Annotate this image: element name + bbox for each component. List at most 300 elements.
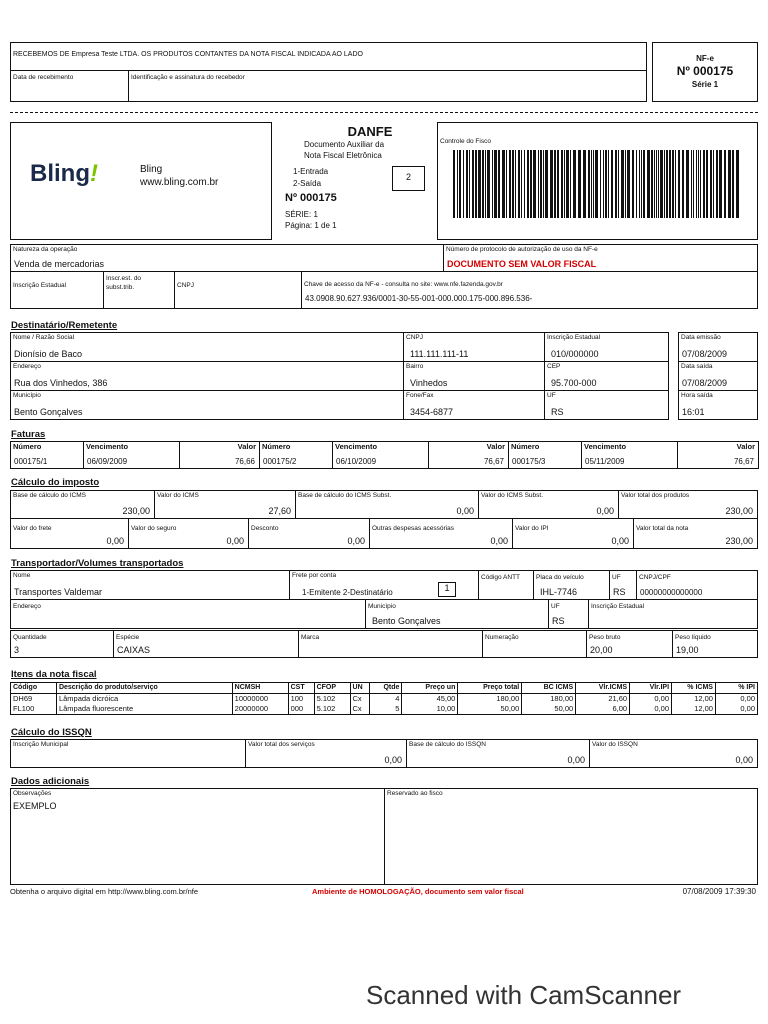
protocolo-cell	[443, 244, 758, 272]
fatura-valor: 76,67	[483, 457, 504, 466]
v-prod: 230,00	[725, 506, 753, 516]
danfe-serie: SÉRIE: 1	[285, 210, 318, 219]
bc-icms: 230,00	[122, 506, 150, 516]
itens-cell: 50,00	[522, 704, 576, 715]
transp-endereco-label: Endereço	[13, 603, 41, 610]
transp-frete-opcoes: 1-Emitente 2-Destinatário	[302, 588, 393, 597]
barcode-bar	[545, 150, 548, 218]
transp-nome-cell	[10, 570, 290, 600]
itens-header-cell: CFOP	[314, 683, 350, 694]
emitente-name: Bling	[140, 164, 163, 175]
v-st-cell	[478, 490, 619, 519]
transp-peso-liquido-label: Peso líquido	[675, 634, 711, 641]
transp-uf-placa-label: UF	[612, 574, 621, 581]
itens-header-cell: CST	[288, 683, 314, 694]
barcode-bar	[719, 150, 722, 218]
barcode-bar	[485, 150, 486, 218]
barcode-bar	[475, 150, 477, 218]
fatura-numero-label: Número	[13, 442, 42, 451]
table-row	[11, 704, 758, 715]
itens-header-cell: UN	[350, 683, 370, 694]
dest-nome: Dionísio de Baco	[14, 349, 83, 359]
itens-cell: 5.102	[314, 694, 350, 705]
dest-emissao-label: Data emissão	[681, 334, 721, 341]
protocolo-label: Número de protocolo de autorização de uso da NF-e	[446, 246, 598, 253]
transp-numeracao-cell	[482, 630, 587, 658]
dest-municipio-label: Município	[13, 392, 41, 399]
fatura-1-numero-cell	[10, 441, 84, 469]
protocolo-value: DOCUMENTO SEM VALOR FISCAL	[447, 259, 597, 269]
dest-bairro-label: Bairro	[406, 363, 424, 370]
obs-value: EXEMPLO	[13, 801, 57, 811]
itens-cell: 12,00	[672, 704, 716, 715]
canhoto-divider-v	[128, 70, 129, 102]
transp-frete-value: 1	[444, 583, 450, 593]
ie-label: Inscrição Estadual	[13, 282, 67, 289]
total: 230,00	[725, 536, 753, 546]
barcode-bar	[543, 150, 544, 218]
transp-frete-label: Frete por conta	[292, 572, 337, 579]
v-st-label: Valor do ICMS Subst.	[481, 492, 544, 499]
dest-saida-cell	[678, 361, 758, 391]
barcode-bar	[459, 150, 461, 218]
barcode-bar	[550, 150, 553, 218]
v-icms: 27,60	[268, 506, 291, 516]
itens-cell: 20000000	[232, 704, 288, 715]
fatura-vencimento: 06/09/2009	[87, 457, 128, 466]
transp-peso-bruto-cell	[586, 630, 673, 658]
barcode-bar	[463, 150, 464, 218]
transp-especie-label: Espécie	[116, 634, 140, 641]
barcode-bar	[593, 150, 594, 218]
natureza-value: Venda de mercadorias	[14, 259, 105, 269]
barcode-bar	[583, 150, 586, 218]
barcode-bar	[625, 150, 626, 218]
barcode-bar	[627, 150, 630, 218]
transportador-section: Transportador/Volumes transportados	[11, 558, 184, 569]
barcode-bar	[693, 150, 694, 218]
frete: 0,00	[106, 536, 124, 546]
barcode-bar	[632, 150, 634, 218]
dest-hora-cell	[678, 390, 758, 420]
fatura-numero-label: Número	[262, 442, 291, 451]
dest-cnpj-cell	[403, 332, 545, 362]
barcode-bar	[502, 150, 505, 218]
barcode-bar	[524, 150, 525, 218]
barcode-bar	[482, 150, 484, 218]
itens-cell: 100	[288, 694, 314, 705]
barcode-bar	[621, 150, 624, 218]
itens-cell: 0,00	[715, 704, 757, 715]
frete-label: Valor do frete	[13, 525, 52, 532]
fatura-vencimento-label: Vencimento	[86, 442, 129, 451]
transp-municipio-label: Município	[368, 603, 396, 610]
barcode-bar	[570, 150, 571, 218]
bc-st-cell	[295, 490, 479, 519]
fatura-vencimento: 06/10/2009	[336, 457, 377, 466]
fatura-2-vencimento-cell	[332, 441, 429, 469]
barcode-bar	[691, 150, 692, 218]
outras-label: Outras despesas acessórias	[372, 525, 455, 532]
frete-cell	[10, 518, 129, 549]
natureza-label: Natureza da operação	[13, 246, 78, 253]
dest-bairro: Vinhedos	[410, 378, 448, 388]
transp-municipio: Bento Gonçalves	[372, 616, 441, 626]
fatura-vencimento-label: Vencimento	[584, 442, 627, 451]
fatura-2-valor-cell	[428, 441, 509, 469]
barcode-bar	[498, 150, 500, 218]
dest-cnpj: 111.111.111-11	[410, 349, 469, 359]
issqn-servicos-cell	[245, 739, 407, 768]
itens-cell: 0,00	[630, 694, 672, 705]
dest-emissao: 07/08/2009	[682, 349, 728, 359]
fatura-valor: 76,67	[733, 457, 754, 466]
itens-header-cell: BC ICMS	[522, 683, 576, 694]
barcode-bar	[678, 150, 680, 218]
barcode-bar	[656, 150, 657, 218]
issqn-bc-label: Base de cálculo do ISSQN	[409, 741, 486, 748]
outras-cell	[369, 518, 513, 549]
barcode-bar	[636, 150, 637, 218]
dest-fone: 3454-6877	[410, 407, 454, 417]
dest-municipio-cell	[10, 390, 404, 420]
barcode-bar	[518, 150, 520, 218]
barcode-bar	[666, 150, 668, 218]
danfe-subtitle1: Documento Auxiliar da	[304, 140, 385, 149]
transp-marca-label: Marca	[301, 634, 320, 641]
itens-cell: 0,00	[715, 694, 757, 705]
issqn-servicos: 0,00	[384, 755, 402, 765]
dest-saida: 07/08/2009	[682, 378, 728, 388]
outras: 0,00	[490, 536, 508, 546]
itens-cell: 180,00	[458, 694, 522, 705]
barcode-bar	[457, 150, 458, 218]
bling-logo-text: Bling	[30, 160, 90, 187]
seguro-label: Valor do seguro	[131, 525, 177, 532]
transp-cnpj-label: CNPJ/CPF	[639, 574, 671, 581]
fatura-valor-label: Valor	[237, 442, 256, 451]
cnpj-emitente-cell	[174, 271, 302, 309]
barcode-bar	[538, 150, 539, 218]
itens-header-cell: Vlr.IPI	[630, 683, 672, 694]
bc-icms-label: Base de cálculo do ICMS	[13, 492, 86, 499]
ie-st-label2: subst.trib.	[106, 284, 135, 291]
canhoto-serie: Série 1	[691, 80, 719, 89]
transp-antt-label: Código ANTT	[481, 574, 521, 581]
barcode-bar	[672, 150, 674, 218]
fatura-valor-label: Valor	[736, 442, 755, 451]
barcode-bar	[716, 150, 718, 218]
transp-ie-cell	[588, 599, 758, 629]
barcode-bar	[515, 150, 516, 218]
barcode-bar	[732, 150, 734, 218]
fisco-cell	[384, 788, 758, 885]
barcode-bar	[533, 150, 536, 218]
transp-quantidade-label: Quantidade	[13, 634, 47, 641]
dest-endereco: Rua dos Vinhedos, 386	[14, 378, 108, 388]
footer-right: 07/08/2009 17:39:30	[682, 887, 756, 896]
canhoto-numero: Nº 000175	[676, 64, 734, 78]
transp-uf-cell	[548, 599, 589, 629]
barcode-bar	[608, 150, 609, 218]
danfe-entrada: 1-Entrada	[293, 167, 329, 176]
itens-header-row	[11, 683, 758, 694]
itens-header-cell: Preço total	[458, 683, 522, 694]
issqn-bc: 0,00	[567, 755, 585, 765]
barcode-bar	[588, 150, 590, 218]
itens-table	[10, 682, 758, 715]
fatura-numero: 000175/3	[512, 457, 546, 466]
table-row	[11, 694, 758, 705]
dest-cep-cell	[544, 361, 669, 391]
itens-cell: 180,00	[522, 694, 576, 705]
itens-header-cell: Vlr.ICMS	[576, 683, 630, 694]
transp-antt-cell	[478, 570, 534, 600]
barcode-bar	[669, 150, 671, 218]
barcode-bar	[651, 150, 653, 218]
v-icms-label: Valor do ICMS	[157, 492, 199, 499]
desconto-cell	[248, 518, 370, 549]
itens-cell: Lâmpada fluorescente	[56, 704, 232, 715]
transp-placa-cell	[533, 570, 610, 600]
barcode-bar	[641, 150, 642, 218]
dest-hora: 16:01	[682, 407, 705, 417]
dest-cnpj-label: CNPJ	[406, 334, 423, 341]
dest-cep: 95.700-000	[551, 378, 597, 388]
issqn-servicos-label: Valor total dos serviços	[248, 741, 315, 748]
transp-peso-liquido: 19,00	[676, 645, 699, 655]
adicionais-section: Dados adicionais	[11, 776, 90, 787]
barcode-bar	[603, 150, 604, 218]
controle-fisco-label: Controle do Fisco	[440, 138, 491, 145]
fatura-valor: 76,66	[234, 457, 255, 466]
fatura-1-vencimento-cell	[83, 441, 180, 469]
barcode-bar	[675, 150, 676, 218]
bc-st: 0,00	[456, 506, 474, 516]
barcode-bar	[658, 150, 659, 218]
dest-bairro-cell	[403, 361, 545, 391]
itens-cell: Lâmpada dicróica	[56, 694, 232, 705]
itens-cell: FL100	[11, 704, 57, 715]
v-st: 0,00	[596, 506, 614, 516]
barcode-bar	[578, 150, 581, 218]
fatura-vencimento-label: Vencimento	[335, 442, 378, 451]
dest-ie: 010/000000	[551, 349, 599, 359]
transp-uf-placa-cell	[609, 570, 637, 600]
dest-fone-label: Fone/Fax	[406, 392, 434, 399]
transp-marca-cell	[298, 630, 483, 658]
itens-cell: Cx	[350, 704, 370, 715]
seguro-cell	[128, 518, 249, 549]
desconto-label: Desconto	[251, 525, 279, 532]
transp-uf: RS	[552, 616, 565, 626]
transp-quantidade: 3	[14, 645, 20, 655]
barcode-bar	[521, 150, 522, 218]
issqn-im-label: Inscrição Municipal	[13, 741, 69, 748]
fatura-numero: 000175/1	[14, 457, 48, 466]
transp-peso-bruto: 20,00	[590, 645, 613, 655]
fatura-numero: 000175/2	[263, 457, 297, 466]
total-cell	[633, 518, 758, 549]
transp-especie: CAIXAS	[117, 645, 151, 655]
barcode-bar	[713, 150, 714, 218]
dest-endereco-cell	[10, 361, 404, 391]
barcode-bar	[494, 150, 497, 218]
fatura-2-numero-cell	[259, 441, 333, 469]
itens-header-cell: Preço un	[402, 683, 458, 694]
dest-nome-label: Nome / Razão Social	[13, 334, 75, 341]
v-prod-cell	[618, 490, 758, 519]
dest-endereco-label: Endereço	[13, 363, 41, 370]
itens-body	[11, 694, 758, 715]
itens-cell: 6,00	[576, 704, 630, 715]
ie-cell	[10, 271, 104, 309]
chave-value: 43.0908.90.627.936/0001-30-55-001-000.000.175-000.896.536-	[305, 294, 533, 303]
barcode-bar	[724, 150, 726, 218]
barcode-bar	[639, 150, 640, 218]
dest-municipio: Bento Gonçalves	[14, 407, 83, 417]
issqn-bc-cell	[406, 739, 590, 768]
canhoto-data-label: Data de recebimento	[13, 74, 74, 81]
fatura-valor-label: Valor	[486, 442, 505, 451]
fatura-vencimento: 05/11/2009	[585, 457, 625, 466]
barcode-bar	[660, 150, 663, 218]
imposto-section: Cálculo do imposto	[11, 477, 100, 488]
bc-st-label: Base de cálculo do ICMS Subst.	[298, 492, 392, 499]
transp-nome: Transportes Valdemar	[14, 587, 103, 597]
chave-cell	[301, 271, 758, 309]
v-icms-cell	[154, 490, 296, 519]
issqn-im-cell	[10, 739, 246, 768]
canhoto-identificacao-label: Identificação e assinatura do recebedor	[131, 74, 245, 81]
dest-uf-cell	[544, 390, 669, 420]
barcode-bar	[728, 150, 731, 218]
dest-cep-label: CEP	[547, 363, 561, 370]
barcode-bar	[686, 150, 689, 218]
destinatario-section: Destinatário/Remetente	[11, 320, 118, 331]
barcode-bar	[466, 150, 468, 218]
canhoto-divider	[10, 70, 647, 71]
itens-cell: 4	[370, 694, 402, 705]
barcode-bar	[611, 150, 613, 218]
barcode-bar	[600, 150, 601, 218]
cut-line	[10, 112, 758, 113]
barcode-bar	[615, 150, 617, 218]
dest-ie-label: Inscrição Estadual	[547, 334, 601, 341]
ie-st-label1: Inscr.est. do	[106, 275, 142, 282]
issqn-valor: 0,00	[735, 755, 753, 765]
barcode-bar	[573, 150, 576, 218]
barcode-bar	[618, 150, 619, 218]
itens-cell: 21,60	[576, 694, 630, 705]
itens-header-cell: % IPI	[715, 683, 757, 694]
dest-hora-label: Hora saída	[681, 392, 713, 399]
transp-municipio-cell	[365, 599, 549, 629]
dest-uf-label: UF	[547, 392, 556, 399]
obs-cell	[10, 788, 385, 885]
bc-icms-cell	[10, 490, 155, 519]
transp-cnpj-cell	[636, 570, 758, 600]
barcode-bar	[698, 150, 699, 218]
ipi: 0,00	[611, 536, 629, 546]
ie-st-cell	[103, 271, 175, 309]
issqn-valor-label: Valor do ISSQN	[592, 741, 638, 748]
v-prod-label: Valor total dos produtos	[621, 492, 690, 499]
barcode-bar	[540, 150, 542, 218]
barcode-bar	[478, 150, 481, 218]
itens-header-cell: % ICMS	[672, 683, 716, 694]
canhoto-nfe-label: NF-e	[696, 54, 714, 63]
issqn-valor-cell	[589, 739, 758, 768]
barcode-bar	[453, 150, 455, 218]
itens-cell: 10000000	[232, 694, 288, 705]
danfe-tipo: 2	[405, 172, 411, 182]
dest-saida-label: Data saída	[681, 363, 713, 370]
fatura-numero-label: Número	[511, 442, 540, 451]
itens-cell: 0,00	[630, 704, 672, 715]
transp-ie-label: Inscrição Estadual	[591, 603, 645, 610]
itens-header-cell: Descrição do produto/serviço	[56, 683, 232, 694]
itens-cell: 10,00	[402, 704, 458, 715]
bling-logo	[30, 160, 98, 188]
dest-nome-cell	[10, 332, 404, 362]
transp-nome-label: Nome	[13, 572, 31, 579]
dest-fone-cell	[403, 390, 545, 420]
fatura-1-valor-cell	[179, 441, 260, 469]
barcode-bar	[591, 150, 592, 218]
seguro: 0,00	[226, 536, 244, 546]
barcode-bar	[700, 150, 701, 218]
danfe-saida: 2-Saída	[293, 179, 322, 188]
barcode-bar	[469, 150, 470, 218]
barcode-bar	[509, 150, 511, 218]
emitente-site: www.bling.com.br	[140, 177, 219, 188]
footer-center: Ambiente de HOMOLOGAÇÃO, documento sem valor fiscal	[312, 887, 524, 896]
barcode-bar	[487, 150, 490, 218]
transp-cnpj: 00000000000000	[640, 588, 703, 597]
transp-peso-liquido-cell	[672, 630, 758, 658]
itens-header-cell: Código	[11, 683, 57, 694]
barcode-bar	[564, 150, 565, 218]
obs-label: Observações	[13, 790, 52, 797]
barcode-bar	[492, 150, 493, 218]
barcode-bar	[706, 150, 708, 218]
danfe-numero: Nº 000175	[285, 192, 337, 204]
barcode-bar	[682, 150, 684, 218]
camscanner-watermark: Scanned with CamScanner	[366, 980, 682, 1010]
transp-quantidade-cell	[10, 630, 114, 658]
transp-especie-cell	[113, 630, 299, 658]
chave-label: Chave de acesso da NF-e - consulta no site: www.nfe.fazenda.gov.br	[304, 281, 503, 288]
issqn-section: Cálculo do ISSQN	[11, 727, 92, 738]
barcode-bar	[595, 150, 598, 218]
barcode-bar	[664, 150, 665, 218]
nfe-barcode	[453, 150, 743, 218]
barcode-bar	[527, 150, 529, 218]
ipi-label: Valor do IPI	[515, 525, 549, 532]
footer-left: Obtenha o arquivo digital em http://www.bling.com.br/nfe	[10, 887, 199, 896]
canhoto-recebemos: RECEBEMOS DE Empresa Teste LTDA. OS PRODUTOS CONTANTES DA NOTA FISCAL INDICADA AO LADO	[13, 51, 363, 58]
danfe-pagina: Página: 1 de 1	[285, 221, 337, 230]
fatura-3-numero-cell	[508, 441, 582, 469]
barcode-bar	[530, 150, 532, 218]
itens-cell: Cx	[350, 694, 370, 705]
faturas-section: Faturas	[11, 429, 46, 440]
barcode-bar	[506, 150, 507, 218]
transp-placa: IHL-7746	[540, 587, 578, 597]
transp-peso-bruto-label: Peso bruto	[589, 634, 621, 641]
itens-header-cell: NCMSH	[232, 683, 288, 694]
